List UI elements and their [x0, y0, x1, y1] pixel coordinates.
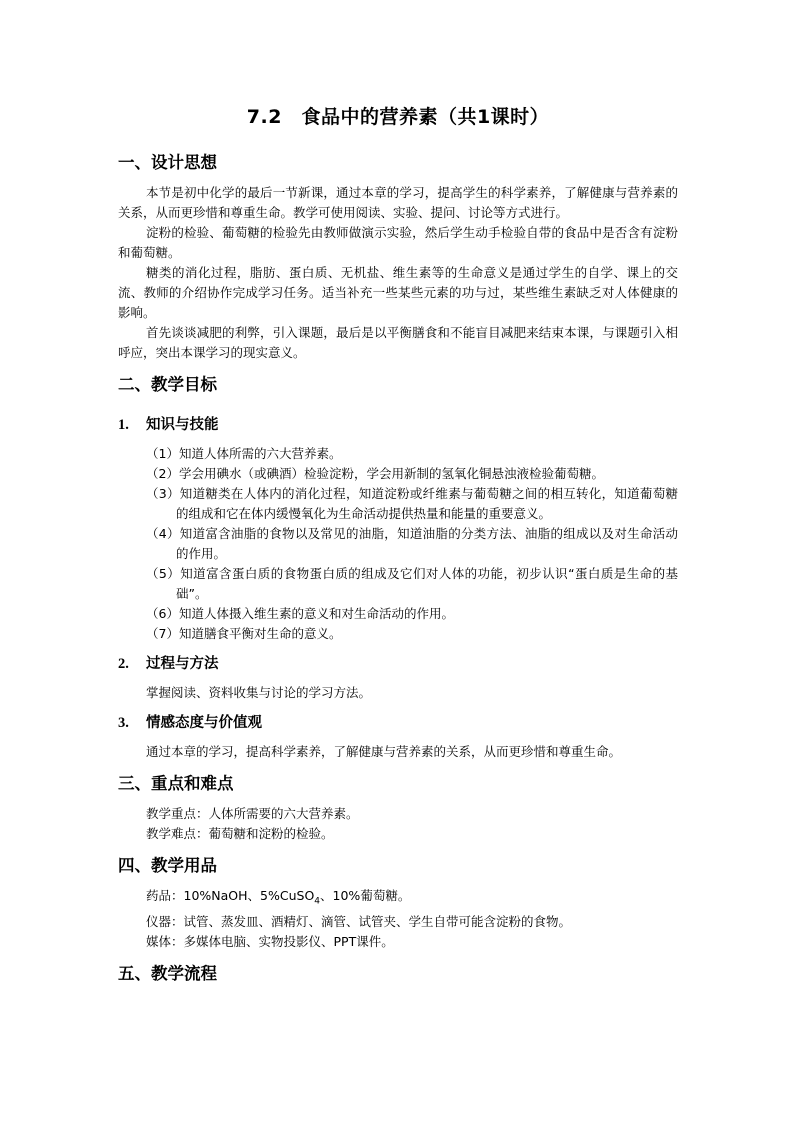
subsection-title: 过程与方法 — [146, 656, 219, 672]
subsection-title: 情感态度与价值观 — [146, 715, 262, 731]
section-heading-objectives: 二、教学目标 — [118, 375, 217, 394]
paragraph: 淀粉的检验、葡萄糖的检验先由教师做演示实验，然后学生动手检验自带的食品中是否含有淀粉和葡萄糖。 — [118, 225, 678, 260]
list-item: （4）知道富含油脂的食物以及常见的油脂，知道油脂的分类方法、油脂的组成以及对生命活动的作用。 — [146, 526, 678, 561]
reagents-line — [118, 886, 678, 912]
section-heading-materials: 四、教学用品 — [118, 856, 217, 875]
subsection-text: 通过本章的学习，提高科学素养，了解健康与营养素的关系，从而更珍惜和尊重生命。 — [146, 744, 622, 759]
subsection-title: 知识与技能 — [146, 417, 219, 433]
paragraph: 糖类的消化过程，脂肪、蛋白质、无机盐、维生素等的生命意义是通过学生的自学、课上的交流、教师的介绍协作完成学习任务。适当补充一些某些元素的功与过，某些维生素缺乏对人体健康的影响。 — [118, 265, 678, 320]
section-heading-key-points: 三、重点和难点 — [118, 774, 234, 793]
section-heading-design: 一、设计思想 — [118, 153, 217, 172]
subsection-heading-attitude — [118, 712, 678, 734]
paragraph: 首先谈谈减肥的利弊，引入课题，最后是以平衡膳食和不能盲目减肥来结束本课，与课题引入相呼应，突出本课学习的现实意义。 — [118, 325, 678, 360]
objective-list — [118, 444, 678, 644]
section-heading-flow: 五、教学流程 — [118, 963, 217, 983]
media-line: 媒体：多媒体电脑、实物投影仪、PPT课件。 — [146, 933, 394, 949]
list-item: （7）知道膳食平衡对生命的意义。 — [146, 626, 342, 641]
list-item: （2）学会用碘水（或碘酒）检验淀粉，学会用新制的氢氧化铜悬浊液检验葡萄糖。 — [146, 466, 604, 481]
list-item: （3）知道糖类在人体内的消化过程，知道淀粉或纤维素与葡萄糖之间的相互转化，知道葡萄糖的组成和它在体内缓慢氧化为生命活动提供热量和能量的重要意义。 — [146, 486, 678, 521]
list-item: （6）知道人体摄入维生素的意义和对生命活动的作用。 — [146, 606, 454, 621]
instruments-line: 仪器：试管、蒸发皿、酒精灯、滴管、试管夹、学生自带可能含淀粉的食物。 — [146, 913, 572, 929]
key-point-line: 教学重点：人体所需要的六大营养素。 — [146, 806, 359, 821]
subscript: 4 — [314, 896, 321, 907]
subsection-heading-knowledge — [118, 414, 678, 436]
subsection-heading-process — [118, 653, 678, 675]
difficulty-line: 教学难点：葡萄糖和淀粉的检验。 — [146, 826, 334, 841]
reagents-suffix: 、10%葡萄糖。 — [320, 888, 411, 903]
subsection-number: 2. — [118, 656, 129, 672]
page-title: 7.2 食品中的营养素（共1课时） — [246, 106, 550, 128]
subsection-number: 3. — [118, 715, 129, 731]
subsection-number: 1. — [118, 417, 129, 433]
reagents-prefix: 药品：10%NaOH、5%CuSO — [146, 888, 315, 903]
list-item: （1）知道人体所需的六大营养素。 — [146, 446, 342, 461]
paragraph: 本节是初中化学的最后一节新课，通过本章的学习，提高学生的科学素养，了解健康与营养素的关系，从而更珍惜和尊重生命。教学可使用阅读、实验、提问、讨论等方式进行。 — [118, 185, 678, 220]
subsection-text: 掌握阅读、资料收集与讨论的学习方法。 — [146, 685, 372, 700]
list-item: （5）知道富含蛋白质的食物蛋白质的组成及它们对人体的功能，初步认识“蛋白质是生命的基础”。 — [146, 566, 678, 601]
